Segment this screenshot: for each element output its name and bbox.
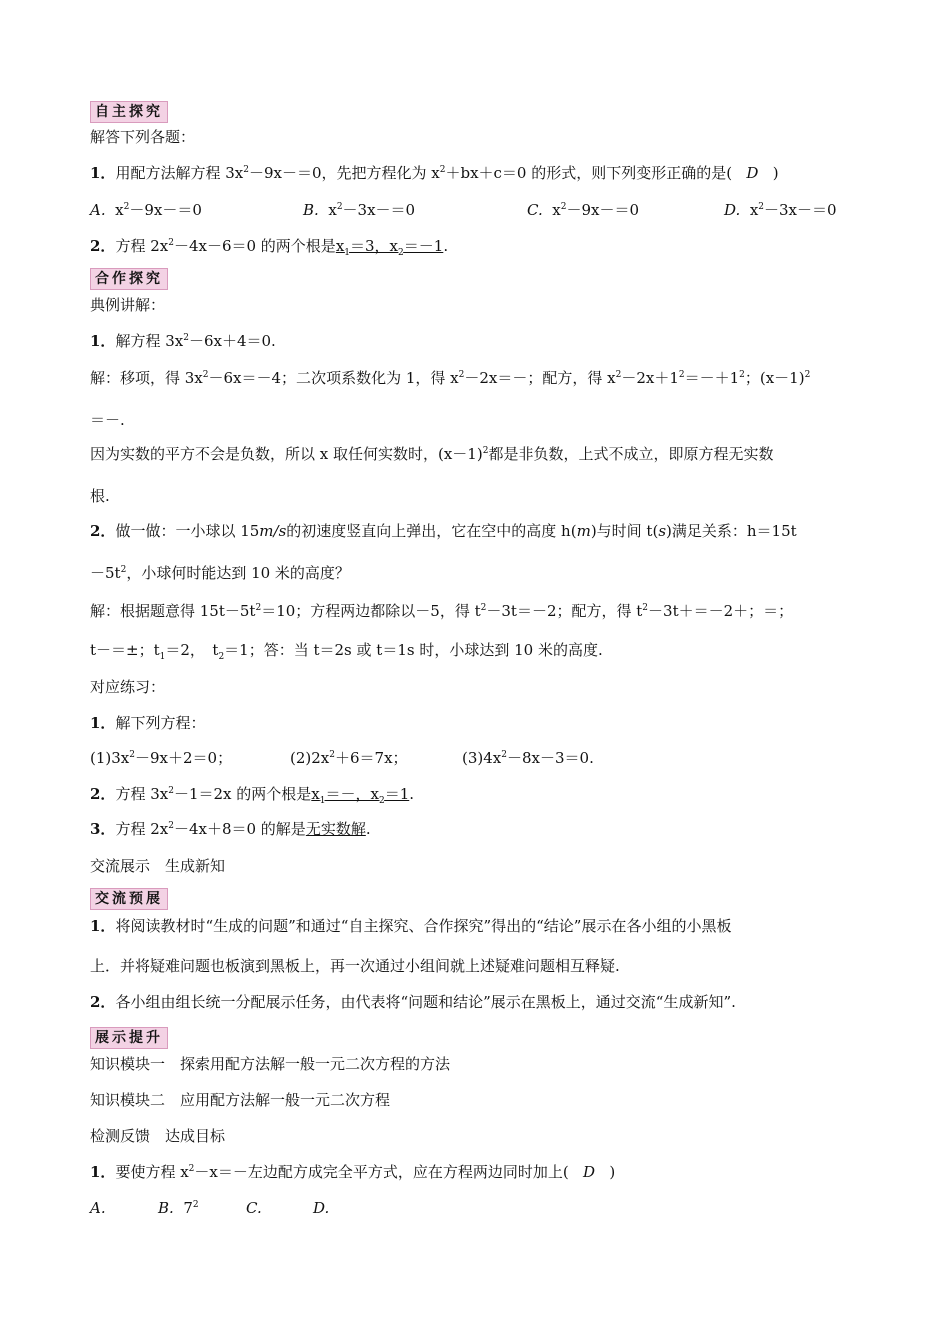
practice-1-b: $(2)2x^2+6=7x$；	[290, 749, 408, 767]
question-2: 2．方程 $2x^2-4x-6=0$ 的两个根是$x_1=3$，$x_2=-1$.	[90, 237, 449, 258]
practice-2: 2．方程 $3x^2-1=2x$ 的两个根是$x_1=-$，$x_2=1$.	[90, 785, 415, 806]
example-intro: 典例讲解：	[90, 296, 166, 314]
practice-3: 3．方程 $2x^2-4x+8=0$ 的解是无实数解.	[90, 820, 371, 838]
example-1: 1．解方程 $3x^2-6x+4=0$.	[90, 332, 276, 350]
test-1: 1．要使方程 $x^2-x=-$左边配方成完全平方式，应在方程两边同时加上( D )	[90, 1163, 616, 1181]
section-badge-zhanshi: 展示提升	[90, 1027, 168, 1049]
answer: 无实数解	[305, 820, 366, 838]
item-1-cont: 上．并将疑难问题也板演到黑板上，再一次通过小组间就上述疑难问题相互释疑.	[90, 957, 620, 975]
question-1: 1．用配方法解方程 $3x^2-9x-=0$，先把方程化为 $x^2+bx+c=0$ 的形式，则下列变形正确的是( D )	[90, 164, 779, 182]
answer: D	[746, 164, 759, 182]
practice-1: 1．解下列方程：	[90, 714, 206, 732]
module-2: 知识模块二 应用配方法解一般一元二次方程	[90, 1091, 391, 1109]
item-1: 1．将阅读教材时“生成的问题”和通过“自主探究、合作探究”得出的“结论”展示在各小组的小黑板	[90, 917, 732, 935]
test-option-c: C.	[246, 1199, 262, 1217]
section-badge-hezuo: 合作探究	[90, 268, 168, 290]
example-1-solution-end: ＝－.	[90, 411, 125, 429]
exchange-heading: 交流展示 生成新知	[90, 857, 226, 875]
test-option-d: D.	[313, 1199, 330, 1217]
practice-1-c: $(3)4x^2-8x-3=0$.	[462, 749, 594, 767]
module-1: 知识模块一 探索用配方法解一般一元二次方程的方法	[90, 1055, 451, 1073]
intro-text: 解答下列各题：	[90, 128, 196, 146]
example-2: 2．做一做：一小球以 15m/s的初速度竖直向上弹出，它在空中的高度 h(m)与时间 t(s)满足关系：h＝15t	[90, 522, 797, 540]
option-b: B. $x^2-3x-=0$	[303, 201, 416, 219]
option-a: A. $x^2-9x-=0$	[90, 201, 202, 219]
example-2-solution-end: t－＝±；$t_1=2$， $t_2=1$；答：当 t＝2s 或 t＝1s 时，小球达到 10 米的高度.	[90, 641, 603, 662]
answer: D	[583, 1163, 596, 1181]
option-c: C. $x^2-9x-=0$	[527, 201, 640, 219]
practice-1-a: $(1)3x^2-9x+2=0$；	[90, 749, 233, 767]
example-1-solution: 解：移项，得 $3x^2-6x=-4$；二次项系数化为 1，得 $x^2-2x=-$；配方，得 $x^2-2x+1^2=-+1^2$；$(x-1)^2$	[90, 369, 811, 387]
test-option-a: A.	[90, 1199, 106, 1217]
option-d: D. $x^2-3x-=0$	[724, 201, 837, 219]
item-2: 2．各小组由组长统一分配展示任务，由代表将“问题和结论”展示在黑板上，通过交流“生成新知”.	[90, 993, 736, 1011]
section-badge-zizhu: 自主探究	[90, 101, 168, 123]
example-2-solution: 解：根据题意得 $15t-5t^2=10$；方程两边都除以－5，得 $t^2-3t=-2$；配方，得 $t^2-3t+=-2+$；＝；	[90, 602, 794, 620]
section-badge-jiaoliu: 交流预展	[90, 888, 168, 910]
practice-heading: 对应练习：	[90, 678, 166, 696]
example-2-cont: $-5t^2$，小球何时能达到 10 米的高度？	[90, 564, 350, 582]
answer: $x_1=3$，$x_2=-1$	[335, 237, 444, 258]
test-option-b: B. $7^2$	[158, 1199, 199, 1217]
example-1-reason-end: 根.	[90, 487, 110, 505]
example-1-reason: 因为实数的平方不会是负数，所以 x 取任何实数时，$(x-1)^2$都是非负数，上式不成立，即原方程无实数	[90, 445, 774, 463]
answer: $x_1=-$，$x_2=1$	[311, 785, 410, 806]
check-heading: 检测反馈 达成目标	[90, 1127, 226, 1145]
